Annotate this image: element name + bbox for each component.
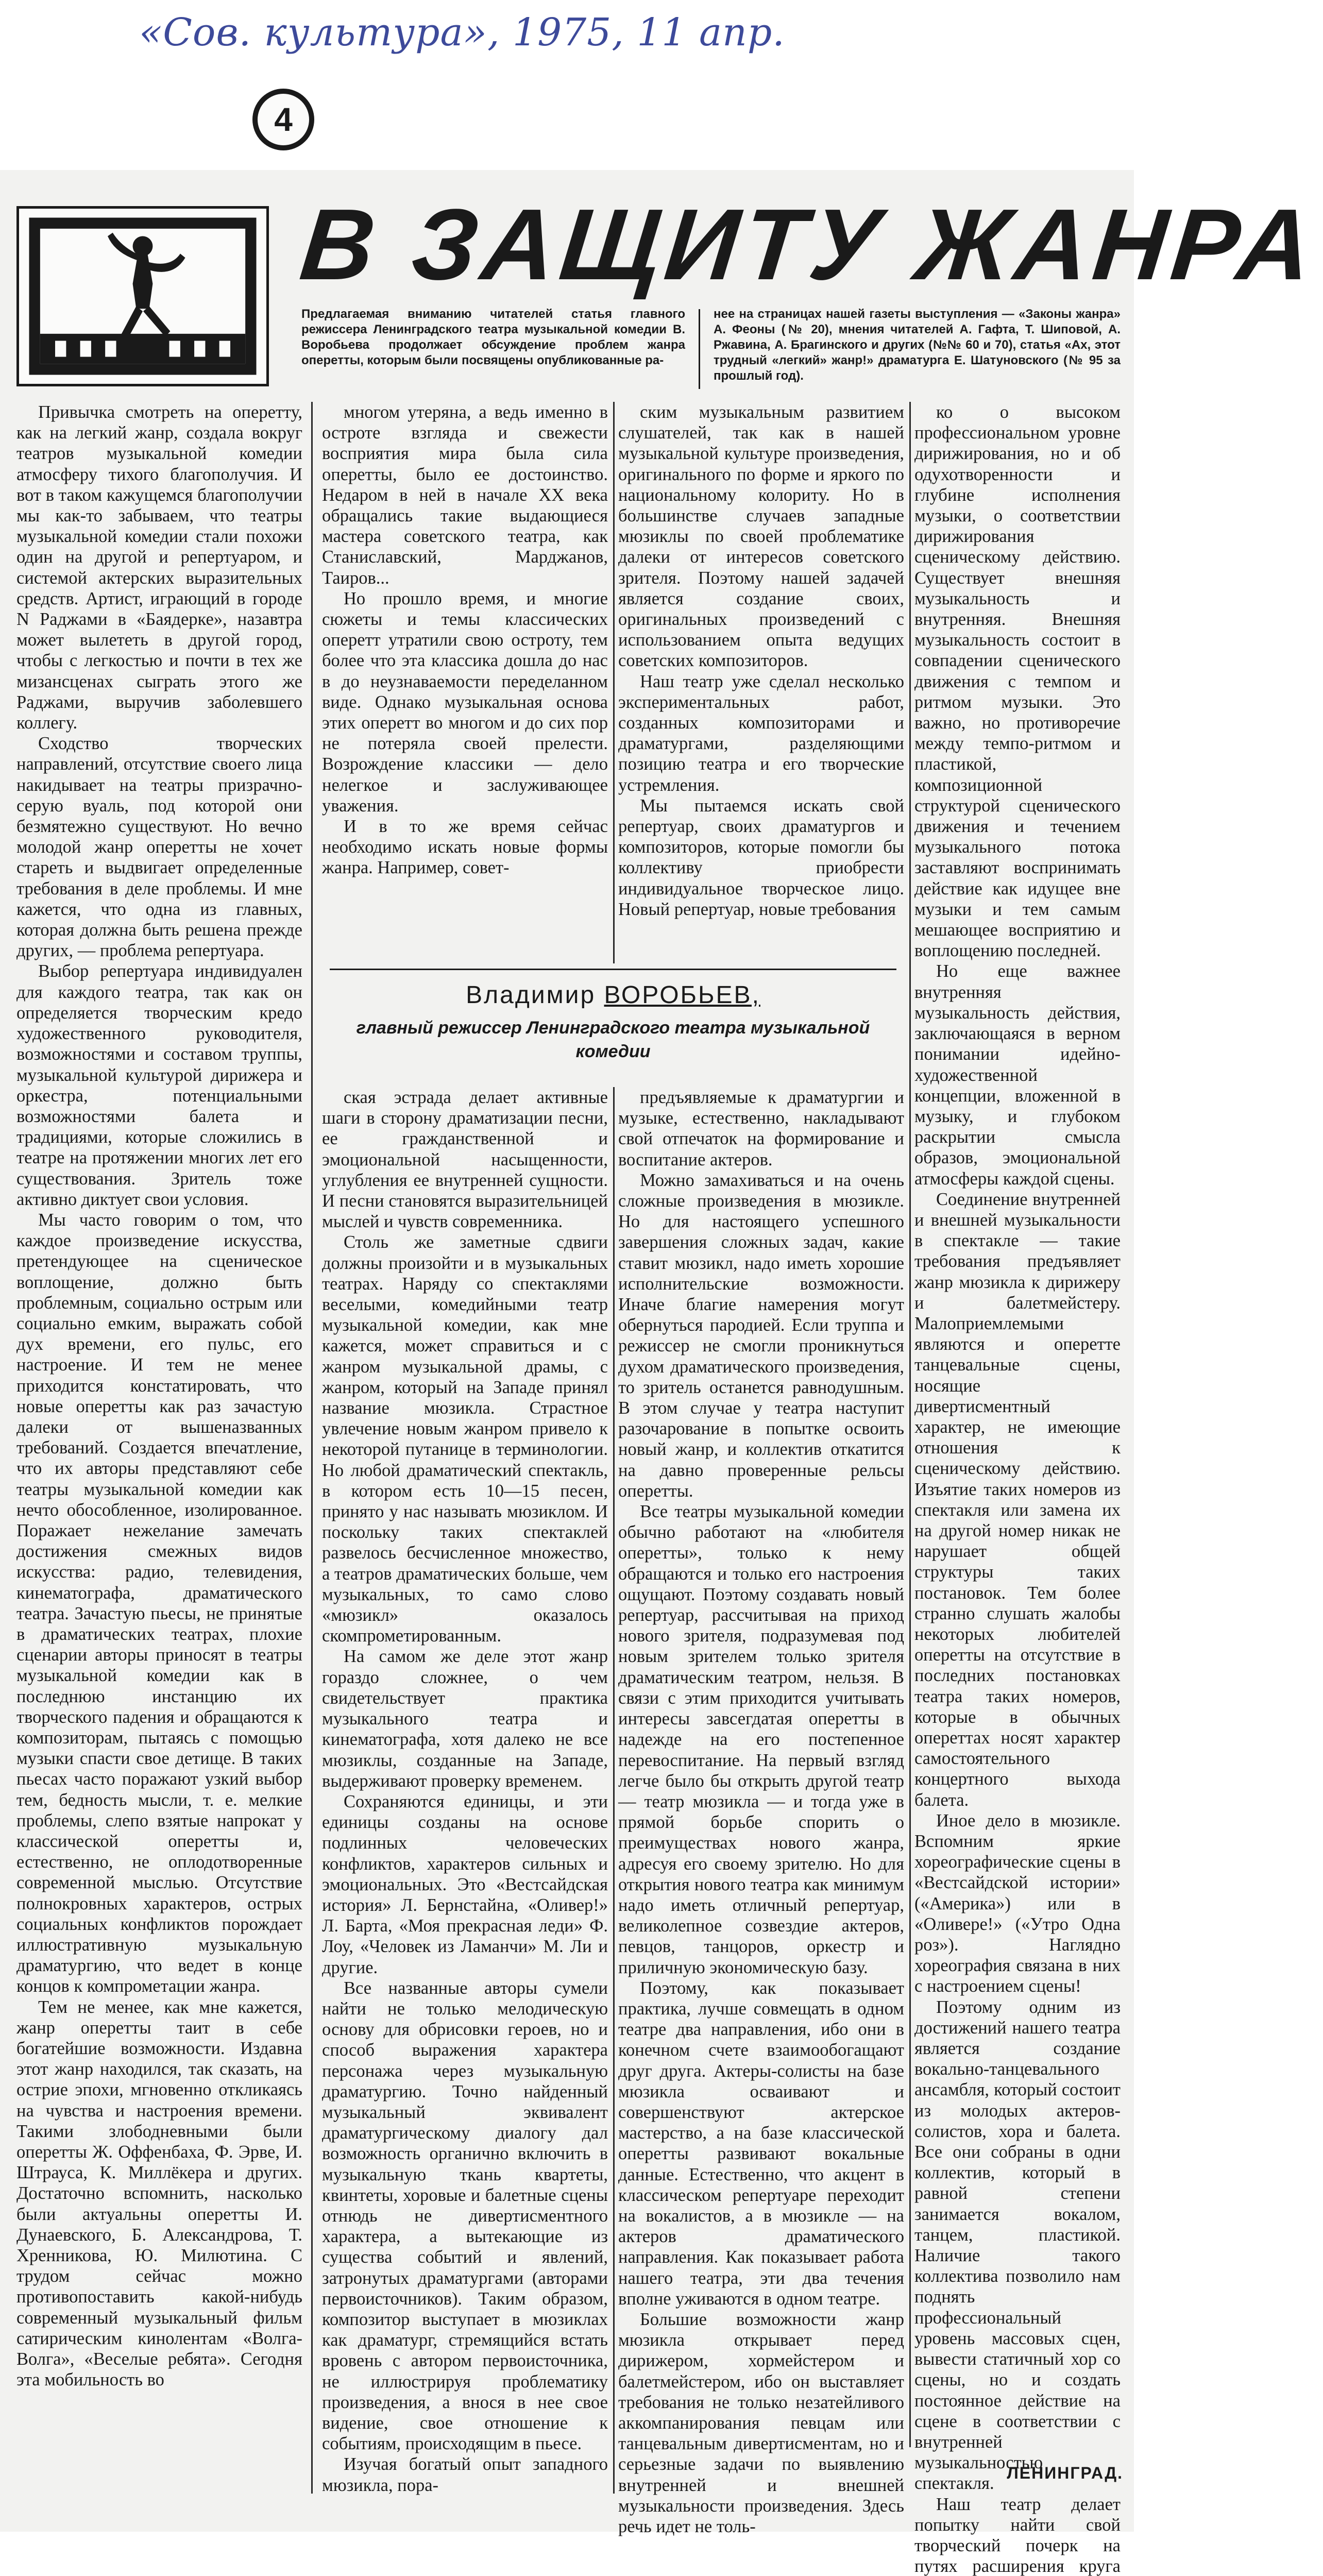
paragraph: Мы часто говорим о том, что каждое произведение искусства, претендующее на сценическое воплощение, должно быть проблемным, социально острым или социально емким, выражать собой дух времени, его пульс, его настроение. И тем не менее приходится констатировать, что новые оперетты как раз зачастую далеки от вышеназванных требований. Создается впечатление, что их авторы представляют себе театры музыкальной комедии как нечто обособленное, изолированное. Поражает нежелание замечать достижения смежных видов искусства: радио, телевидения, кинематографа, драматического театра. Зачастую пьесы, не принятые в драматических театрах, плохие сценарии авторы приносят в театры музыкальной комедии как в последнюю инстанцию их творческого падения и обращаются к композиторам, пытаясь с помощью музыки спасти свое детище. В таких пьесах часто поражают узкий выбор тем, бедность мысли, т. е. мелкие проблемы, слепо взятые напрокат у классической оперетты и, естественно, не оплодотворенные современной мыслью. Отсутствие полнокровных характеров, острых социальных конфликтов порождает иллюстративную музыкальную драматургию, что ведет в конце концов к компрометации жанра. [16, 1210, 302, 1996]
paragraph: ская эстрада делает активные шаги в сторону драматизации песни, ее гражданственной и эмоциональной насыщенности, углубления ее внутренней сущности. И песни становятся выразительницей мыслей и чувств современника. [322, 1088, 608, 1232]
dancer-emblem-icon [19, 209, 266, 384]
paragraph: ко о высоком профессиональном уровне дирижирования, но и об одухотворенности и глубине исполнения музыки, о соответствии дирижирования сценическому действию. Существует внешняя музыкальность и внутренняя. Внешняя музыкальность состоит в совпадении сценического движения с темпом и ритмом музыки. Это важно, но противоречие между темпо-ритмом и пластикой, композиционной структурой сценического движения и течением музыкального потока заставляют воспринимать действие как идущее вне музыки и тем самым мешающее восприятию и воплощению последней. [914, 402, 1121, 961]
lead-intro-left: Предлагаемая вниманию читателей статья главного режиссера Ленинградского театра музыкальной комедии В. Воробьева продолжает обсуждение проблем жанра оперетты, которым были посвящены опубликованные ра- [301, 307, 685, 367]
author-first-name: Владимир [466, 981, 596, 1009]
paragraph: Все названные авторы сумели найти не только мелодическую основу для обрисовки героев, но и способ выражения характера персонажа через музыкальную драматургию. Точно найденный музыкальный эквивалент драматургическому диалогу дал возможность органично включить в музыкальную ткань квартеты, квинтеты, хоровые и балетные сцены отнюдь не дивертисментного характера, а вытекающие из существа событий и явлений, затронутых драматургами (авторами первоисточников). Таким образом, композитор выступает в мюзиклах как драматург, стремящийся встать вровень с автором первоисточника, не иллюстрируя проблематику произведения, а внося в нее свое видение, свое отношение к событиям, происходящим в пьесе. [322, 1978, 608, 2454]
handwritten-clipping-note: «Сов. культура», 1975, 11 апр. [139, 10, 785, 55]
paragraph: многом утеряна, а ведь именно в остроте взгляда и свежести восприятия мира была сила оперетты, было ее достоинство. Недаром в ней в начале XX века обращались такие выдающиеся мастера советского театра, как Станиславский, Марджанов, Таиров... [322, 402, 608, 588]
paragraph: Большие возможности жанр мюзикла открывает перед дирижером, хормейстером и балетмейстером, ибо он выставляет требования не только незатейливого аккомпанирования певцам или танцевальным дивертисментам, но и серьезные задачи по выявлению внутренней и внешней музыкальности произведения. Здесь речь идет не толь- [618, 2309, 904, 2537]
lead-divider [699, 309, 700, 389]
paragraph: Выбор репертуара индивидуален для каждого театра, так как он определяется творческим кредо художественного руководителя, возможностями и составом труппы, музыкальной культурой дирижера и оркестра, потенциальными возможностями балета и традициями, которые сложились в театре на протяжении многих лет его существования. Зритель тоже активно диктует свои условия. [16, 961, 302, 1209]
column-rule [909, 402, 911, 2447]
paragraph: Но прошло время, и многие сюжеты и темы классических оперетт утратили свою остроту, тем более что эта классика дошла до нас в до неузнаваемости переделанном виде. Однако музыкальная основа этих оперетт во многом и до сих пор не потеряла своей прелести. Возрождение классики — дело нелегкое и заслуживающее уважения. [322, 588, 608, 816]
article-column-2-bottom [322, 1087, 608, 2494]
author-name [330, 980, 896, 1011]
paragraph: Столь же заметные сдвиги должны произойти и в музыкальных театрах. Наряду со спектаклями веселыми, комедийными театр музыкальной комедии, как мне кажется, может справиться и с жанром музыкальной драмы, с жанром, который на Западе принял название мюзикла. Страстное увлечение новым жанром привело к некоторой путанице в терминологии. Но любой драматический спектакль, в котором есть 10—15 песен, принято у нас называть мюзиклом. И поскольку таких спектаклей развелось бесчисленное множество, а театров драматических больше, чем музыкальных, то само слово «мюзикл» оказалось скомпрометированным. [322, 1232, 608, 1646]
column-rule [613, 1087, 615, 2494]
paragraph: Но еще важнее внутренняя музыкальность действия, заключающаяся в верном понимании идейно-художественной концепции, вложенной в музыку, и глубоком раскрытии смысла образов, эмоциональной атмосферы каждой сцены. [914, 961, 1121, 1189]
paragraph: Сходство творческих направлений, отсутствие своего лица накидывает на театры призрачно-серую вуаль, под которой они безмятежно существуют. Но вечно молодой жанр оперетты не хочет стареть и выдвигает определенные требования в деле проблемы. И мне кажется, что одна из главных, которая должна быть решена прежде других, — проблема репертуара. [16, 734, 302, 961]
dateline-signature: ЛЕНИНГРАД. [1007, 2464, 1123, 2482]
headline: В ЗАЩИТУ ЖАНРА [295, 188, 1322, 301]
rubric-emblem [16, 206, 269, 386]
column-rule [613, 402, 615, 963]
article-column-3-bottom [618, 1087, 904, 2537]
paragraph: Соединение внутренней и внешней музыкальности в спектакле — такие требования предъявляет жанр мюзикла к дирижеру и балетмейстеру. Малоприемлемыми являются и оперетте танцевальные сцены, носящие дивертисментный характер, не имеющие отношения к сценическому действию. Изъятие таких номеров из спектакля или замена их на другой номер никак не нарушает общей структуры таких постановок. Тем более странно слушать жалобы некоторых любителей оперетты на отсутствие в последних постановках театра таких номеров, которые в обычных опереттах носят характер самостоятельного концертного выхода балета. [914, 1189, 1121, 1810]
lead-intro-right: нее на страницах нашей газеты выступления — «Законы жанра» А. Феоны (№ 20), мнения читателей А. Гафта, Т. Шиповой, А. Ржавина, А. Брагинского и других (№№ 60 и 70), статья «Ах, этот трудный «легкий» жанр!» драматурга Е. Шатуновского (№ 95 за прошлый год). [714, 307, 1121, 383]
article-column-1 [16, 402, 302, 2494]
paragraph: Сохраняются единицы, и эти единицы созданы на основе подлинных человеческих конфликтов, характеров сильных и эмоциональных. Это «Вестсайдская история» Л. Бернстайна, «Оливер!» Л. Барта, «Моя прекрасная леди» Ф. Лоу, «Человек из Ламанчи» М. Ли и другие. [322, 1791, 608, 1977]
paragraph: Поэтому одним из достижений нашего театра является создание вокально-танцевального ансамбля, который состоит из молодых актеров-солистов, хора и балета. Все они собраны в одни коллектив, который в равной степени занимается вокалом, танцем, пластикой. Наличие такого коллектива позволило нам поднять профессиональный уровень массовых сцен, вывести статичный хор со сцены, но и создать постоянное действие на сцене в соответствии с внутренней музыкальностью спектакля. [914, 1997, 1121, 2494]
paragraph: На самом же деле этот жанр гораздо сложнее, о чем свидетельствует практика музыкального театра и кинематографа, хотя далеко не все мюзиклы, созданные на Западе, выдерживают проверку временем. [322, 1647, 608, 1791]
paragraph: И в то же время сейчас необходимо искать новые формы жанра. Например, совет- [322, 817, 608, 878]
article-column-3-top [618, 402, 904, 963]
paragraph: Изучая богатый опыт западного мюзикла, пора- [322, 2454, 608, 2495]
article-column-2-top [322, 402, 608, 963]
paragraph: Можно замахиваться и на очень сложные произведения в мюзикле. Но для настоящего успешного завершения сложных задач, какие ставит мюзикл, надо иметь хорошие исполнительские возможности. Иначе благие намерения могут обернуться пародией. Если труппа и режиссер не смогли проникнуться духом драматического произведения, то зритель останется равнодушным. В этом случае у театра наступит разочарование в попытке освоить новый жанр, и коллектив откатится на давно проверенные рельсы оперетты. [618, 1170, 904, 1501]
author-title: главный режиссер Ленинградского театра музыкальной комедии [356, 1018, 870, 1061]
paragraph: Наш театр уже сделал несколько экспериментальных работ, созданных композиторами и драматургами, разделяющими позицию театра и его творческие устремления. [618, 671, 904, 795]
author-byline [330, 969, 896, 1077]
column-rule [311, 402, 313, 2494]
paragraph: ским музыкальным развитием слушателей, так как в нашей музыкальной культуре произведения, оригинального по форме и яркого по национальному колориту. Но в большинстве случаев западные мюзиклы по своей проблематике далеки от интересов советского зрителя. Поэтому нашей задачей является создание своих, оригинальных произведений с использованием опыта ведущих советских композиторов. [618, 402, 904, 671]
paragraph: Тем не менее, как мне кажется, жанр оперетты таит в себе богатейшие возможности. Издавна этот жанр находился, так сказать, на острие эпохи, мгновенно откликаясь на чувства и настроения времени. Такими злободневными были оперетты Ж. Оффенбаха, Ф. Эрве, И. Штрауса, К. Миллёкера и других. Достаточно вспомнить, насколько были актуальны оперетты И. Дунаевского, Б. Александрова, Т. Хренникова, Ю. Милютина. С трудом сейчас можно противопоставить какой-нибудь современный музыкальный фильм сатирическим кинолентам «Волга-Волга», «Веселые ребята». Сегодня эта мобильность во [16, 1997, 302, 2390]
author-surname: ВОРОБЬЕВ, [604, 981, 760, 1009]
paragraph: Наш театр делает попытку найти свой творческий почерк на путях расширения круга [914, 2494, 1121, 2576]
paragraph: предъявляемые к драматургии и музыке, естественно, накладывают свой отпечаток на формирование и воспитание актеров. [618, 1088, 904, 1170]
paragraph: Мы пытаемся искать свой репертуар, своих драматургов и композиторов, которые помогли бы коллективу приобрести индивидуальное творческое лицо. Новый репертуар, новые требования [618, 795, 904, 919]
page-number-badge: 4 [252, 89, 314, 150]
paragraph: Иное дело в мюзикле. Вспомним яркие хореографические сцены в «Вестсайдской истории» («Америка») или в «Оливере!» («Утро Одна роз»). Наглядно хореография связана в них с настроением сцены! [914, 1810, 1121, 1996]
byline-rule [330, 969, 896, 970]
paragraph: Все театры музыкальной комедии обычно работают на «любителя оперетты», только к нему обращаются и только его настроения ощущают. Поэтому создавать новый репертуар, рассчитывая на приход нового зрителя, подразумевая под новым зрителем только зрителя драматическим театром, нельзя. В связи с этим приходится учитывать интересы завсегдатая оперетты в надежде на его постепенное перевоспитание. На первый взгляд легче было бы открыть другой театр — театр мюзикла — и тогда уже в прямой борьбе спорить о преимуществах нового жанра, адресуя его своему зрителю. Но для открытия нового театра как минимум надо иметь отличный репертуар, великолепное созвездие актеров, певцов, танцоров, оркестр и приличную экономическую базу. [618, 1502, 904, 1977]
paragraph: Поэтому, как показывает практика, лучше совмещать в одном театре два направления, ибо они в конечном счете взаимообогащают друг друга. Актеры-солисты на базе мюзикла осваивают и совершенствуют актерское мастерство, а на базе классической оперетты развивают вокальные данные. Естественно, что акцент в классическом репертуаре переходит на вокалистов, а в мюзикле — на актеров драматического направления. Как показывает работа нашего театра, эти два течения вполне уживаются в одном театре. [618, 1978, 904, 2309]
paragraph: Привычка смотреть на оперетту, как на легкий жанр, создала вокруг театров музыкальной комедии атмосферу тихого благополучия. И вот в таком кажущемся благополучии мы как-то забываем, что театры музыкальной комедии стали похожи один на другой и репертуаром, и системой актерских выразительных средств. Артист, играющий в городе N Раджами в «Баядерке», назавтра может вылететь в другой город, чтобы с легкостью и почти в тех же мизансценах сыграть этого же Раджами, выручив заболевшего коллегу. [16, 402, 302, 733]
